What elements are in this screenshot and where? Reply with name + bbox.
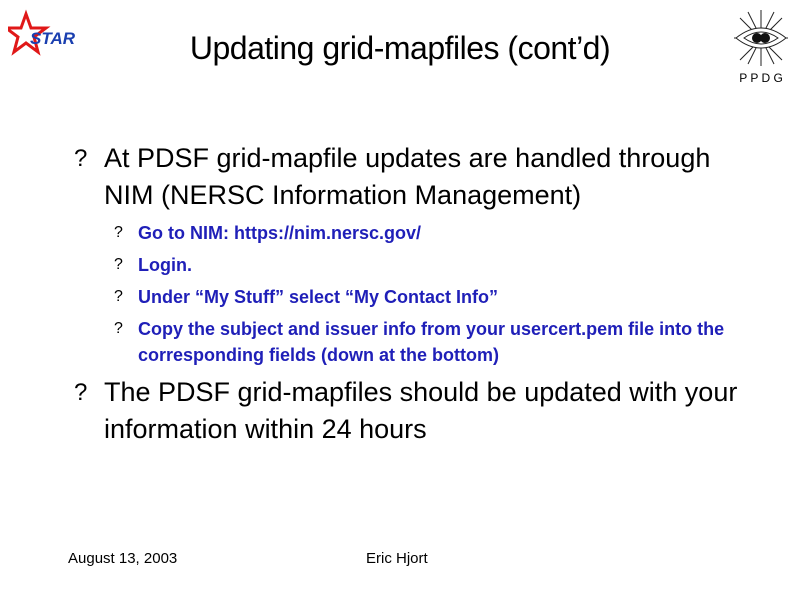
bullet-marker: ? [74, 379, 88, 406]
sub-bullet-item [72, 316, 752, 368]
sub-bullet-item [72, 220, 752, 246]
sub-bullet-text: Under “My Stuff” select “My Contact Info” [138, 287, 499, 307]
bullet-text: The PDSF grid-mapfiles should be updated with your information within 24 hours [104, 377, 738, 444]
star-logo-text: STAR [30, 29, 76, 48]
footer-author: Eric Hjort [366, 550, 428, 567]
sub-bullet-list [72, 220, 752, 368]
sub-bullet-marker: ? [114, 224, 123, 241]
bullet-list [72, 140, 752, 454]
sub-bullet-item [72, 284, 752, 310]
sub-bullet-text: Login. [138, 255, 192, 275]
footer-date: August 13, 2003 [68, 550, 178, 567]
slide-title: Updating grid-mapfiles (cont’d) [189, 30, 611, 66]
bullet-text: At PDSF grid-mapfile updates are handled through NIM (NERSC Information Management) [104, 143, 711, 210]
sub-bullet-text: Go to NIM: https://nim.nersc.gov/ [138, 223, 421, 243]
ppdg-logo-text: P P D G [739, 71, 783, 85]
sub-bullet-marker: ? [114, 256, 123, 273]
sub-bullet-marker: ? [114, 320, 123, 337]
sub-bullet-marker: ? [114, 288, 123, 305]
bullet-item [72, 140, 752, 214]
bullet-marker: ? [74, 145, 88, 172]
sub-bullet-item [72, 252, 752, 278]
sub-bullet-text: Copy the subject and issuer info from your usercert.pem file into the corresponding fields (down at the bottom) [138, 319, 725, 365]
bullet-item [72, 374, 752, 448]
